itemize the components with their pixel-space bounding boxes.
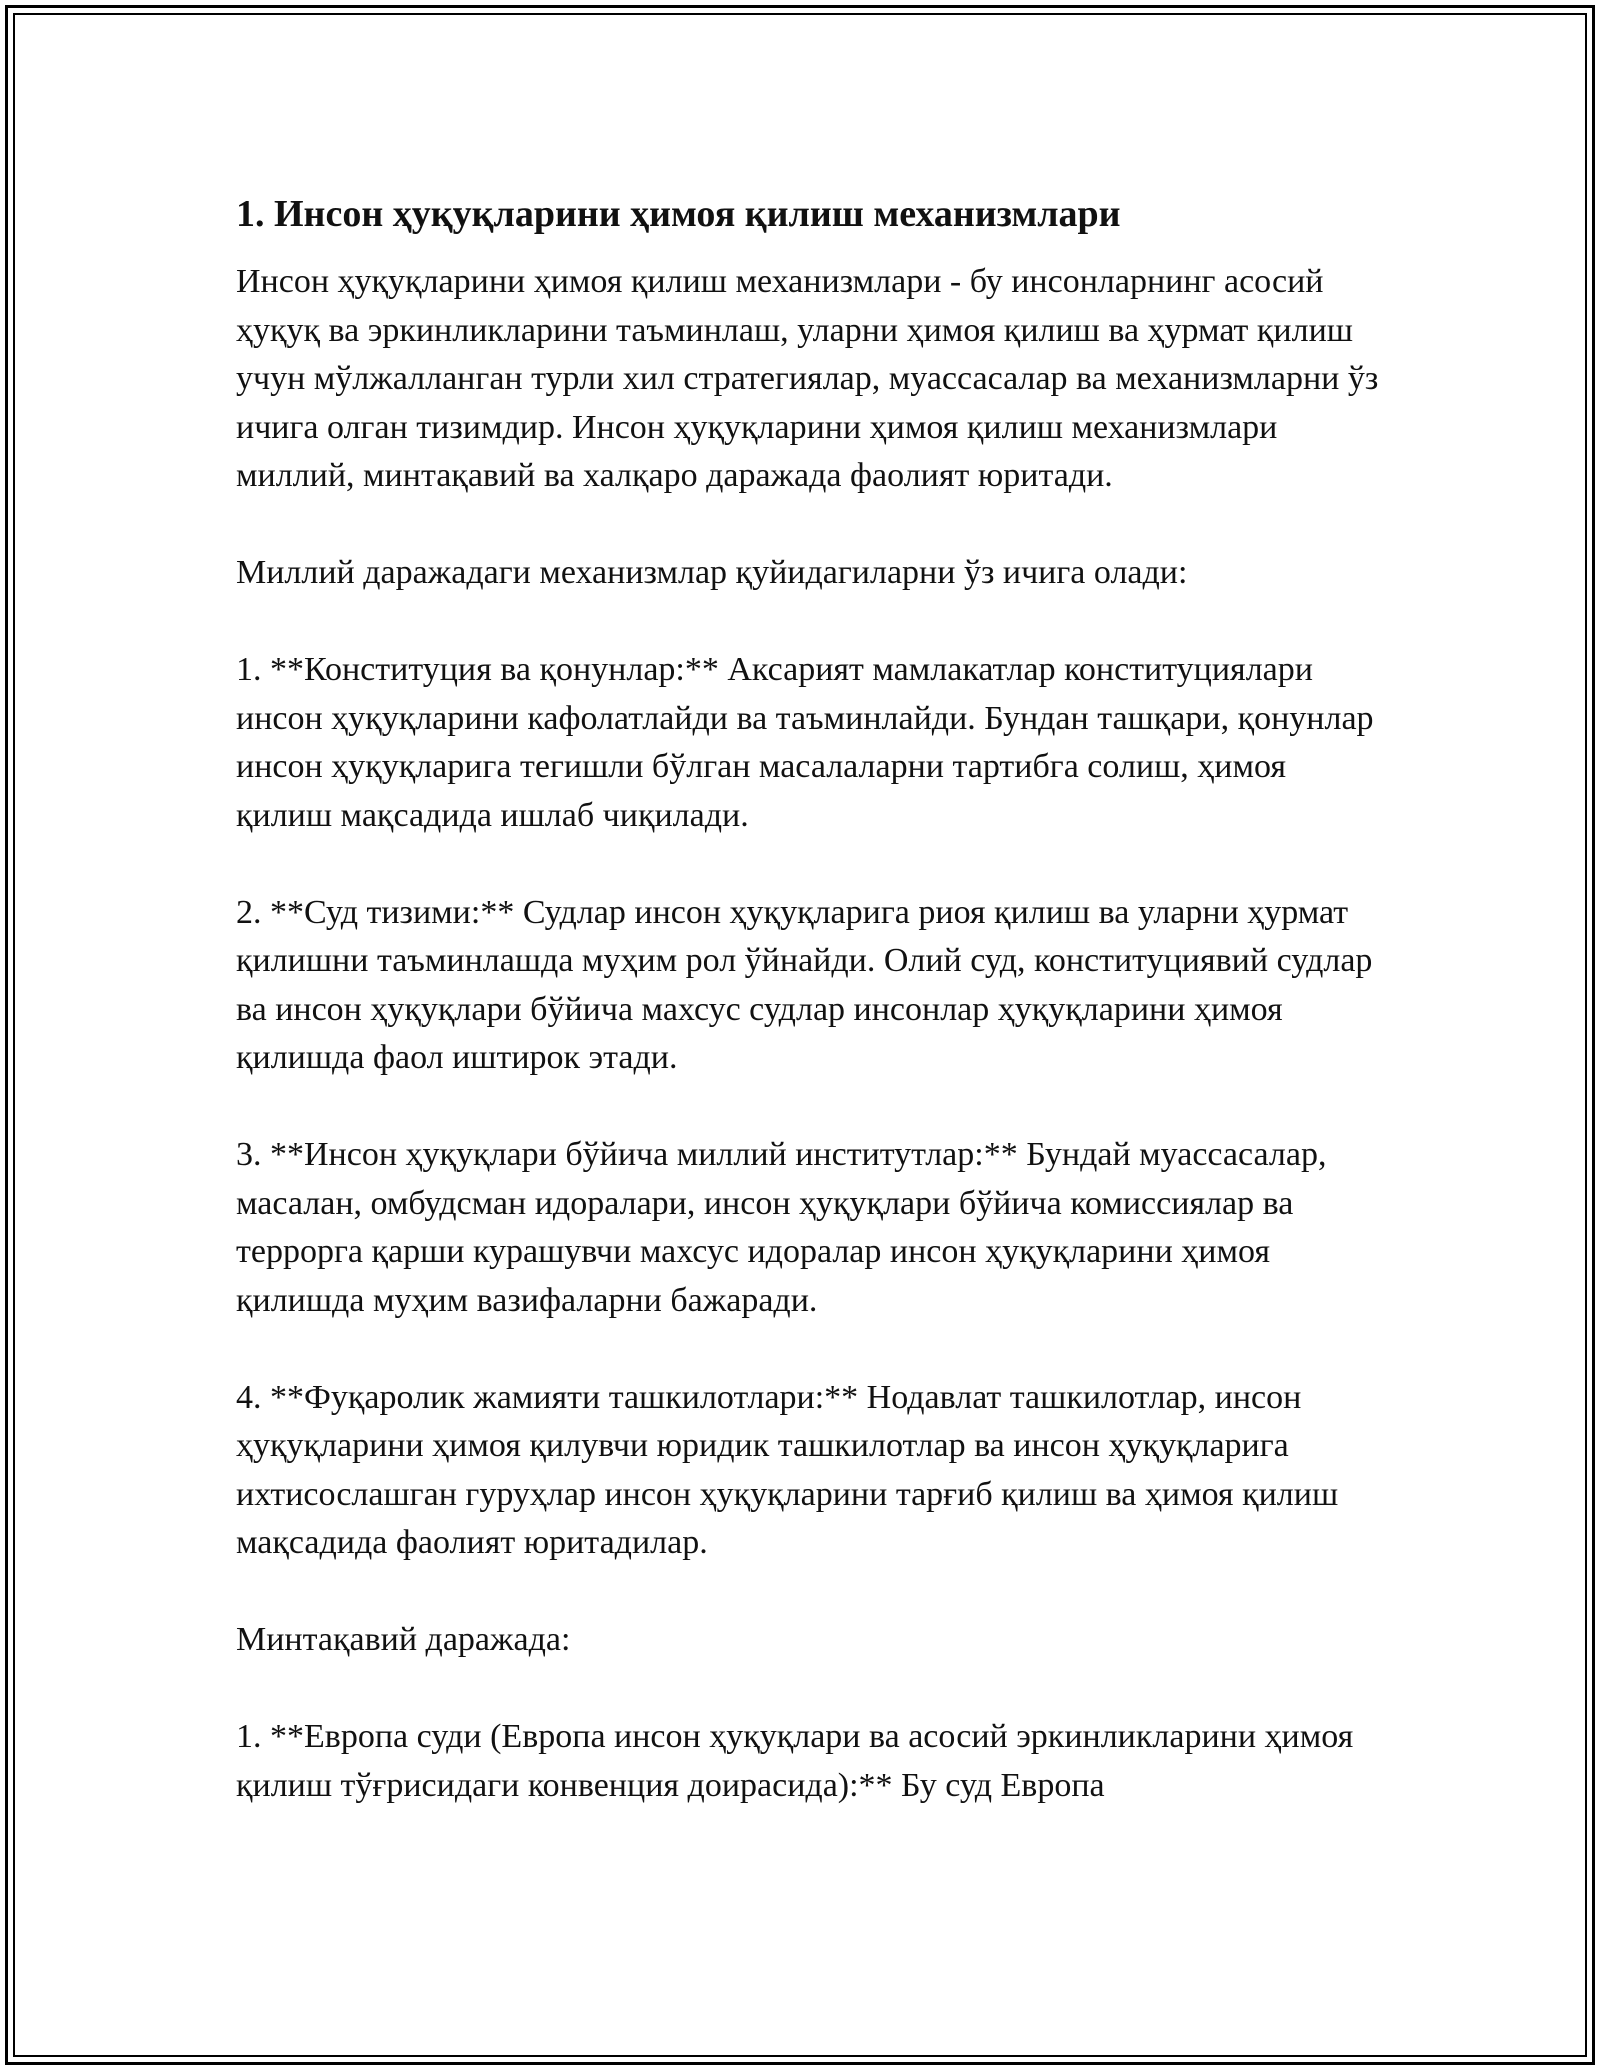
paragraph-regional-level: Минтақавий даражада: xyxy=(236,1621,571,1658)
list-item-constitution: 1. **Конституция ва қонунлар:** Аксарият мамлакатлар конституциялари инсон ҳуқуқларини кафолатлайди ва таъминлайди. Бундан ташқари, қонунлар инсон ҳуқуқларига тегишли бўлган масалаларни тартибга солиш, ҳимоя қилиш мақсадида ишлаб чиқилади. xyxy=(236,651,1374,834)
paragraph-national-level: Миллий даражадаги механизмлар қуйидагиларни ўз ичига олади: xyxy=(236,554,1188,591)
list-item-court-system: 2. **Суд тизими:** Судлар инсон ҳуқуқларига риоя қилиш ва уларни ҳурмат қилишни таъминлашда муҳим рол ўйнайди. Олий суд, конституциявий судлар ва инсон ҳуқуқлари бўйича махсус судлар инсонлар ҳуқуқларини ҳимоя қилишда фаол иштирок этади. xyxy=(236,893,1373,1076)
document-body xyxy=(236,186,1386,1810)
list-item-european-court: 1. **Европа суди (Европа инсон ҳуқуқлари ва асосий эркинликларини ҳимоя қилиш тўғрисидаги конвенция доирасида):** Бу суд Европа xyxy=(236,1718,1354,1804)
paragraph-intro: Инсон ҳуқуқларини ҳимоя қилиш механизмлари - бу инсонларнинг асосий ҳуқуқ ва эркинликларини таъминлаш, уларни ҳимоя қилиш ва ҳурмат қилиш учун мўлжалланган турли хил стратегиялар, муассасалар ва механизмларни ўз ичига олган тизимдир. Инсон ҳуқуқларини ҳимоя қилиш механизмлари миллий, минтақавий ва халқаро даражада фаолият юритади. xyxy=(236,263,1379,494)
list-item-national-institutions: 3. **Инсон ҳуқуқлари бўйича миллий институтлар:** Бундай муассасалар, масалан, омбудсман идоралари, инсон ҳуқуқлари бўйича комиссиялар ва террорга қарши курашувчи махсус идоралар инсон ҳуқуқларини ҳимоя қилишда муҳим вазифаларни бажаради. xyxy=(236,1136,1327,1319)
section-heading: 1. Инсон ҳуқуқларини ҳимоя қилиш механизмлари xyxy=(236,193,1121,235)
list-item-civil-society: 4. **Фуқаролик жамияти ташкилотлари:** Нодавлат ташкилотлар, инсон ҳуқуқларини ҳимоя қилувчи юридик ташкилотлар ва инсон ҳуқуқларига ихтисослашган гуруҳлар инсон ҳуқуқларини тарғиб қилиш ва ҳимоя қилиш мақсадида фаолият юритадилар. xyxy=(236,1378,1339,1561)
